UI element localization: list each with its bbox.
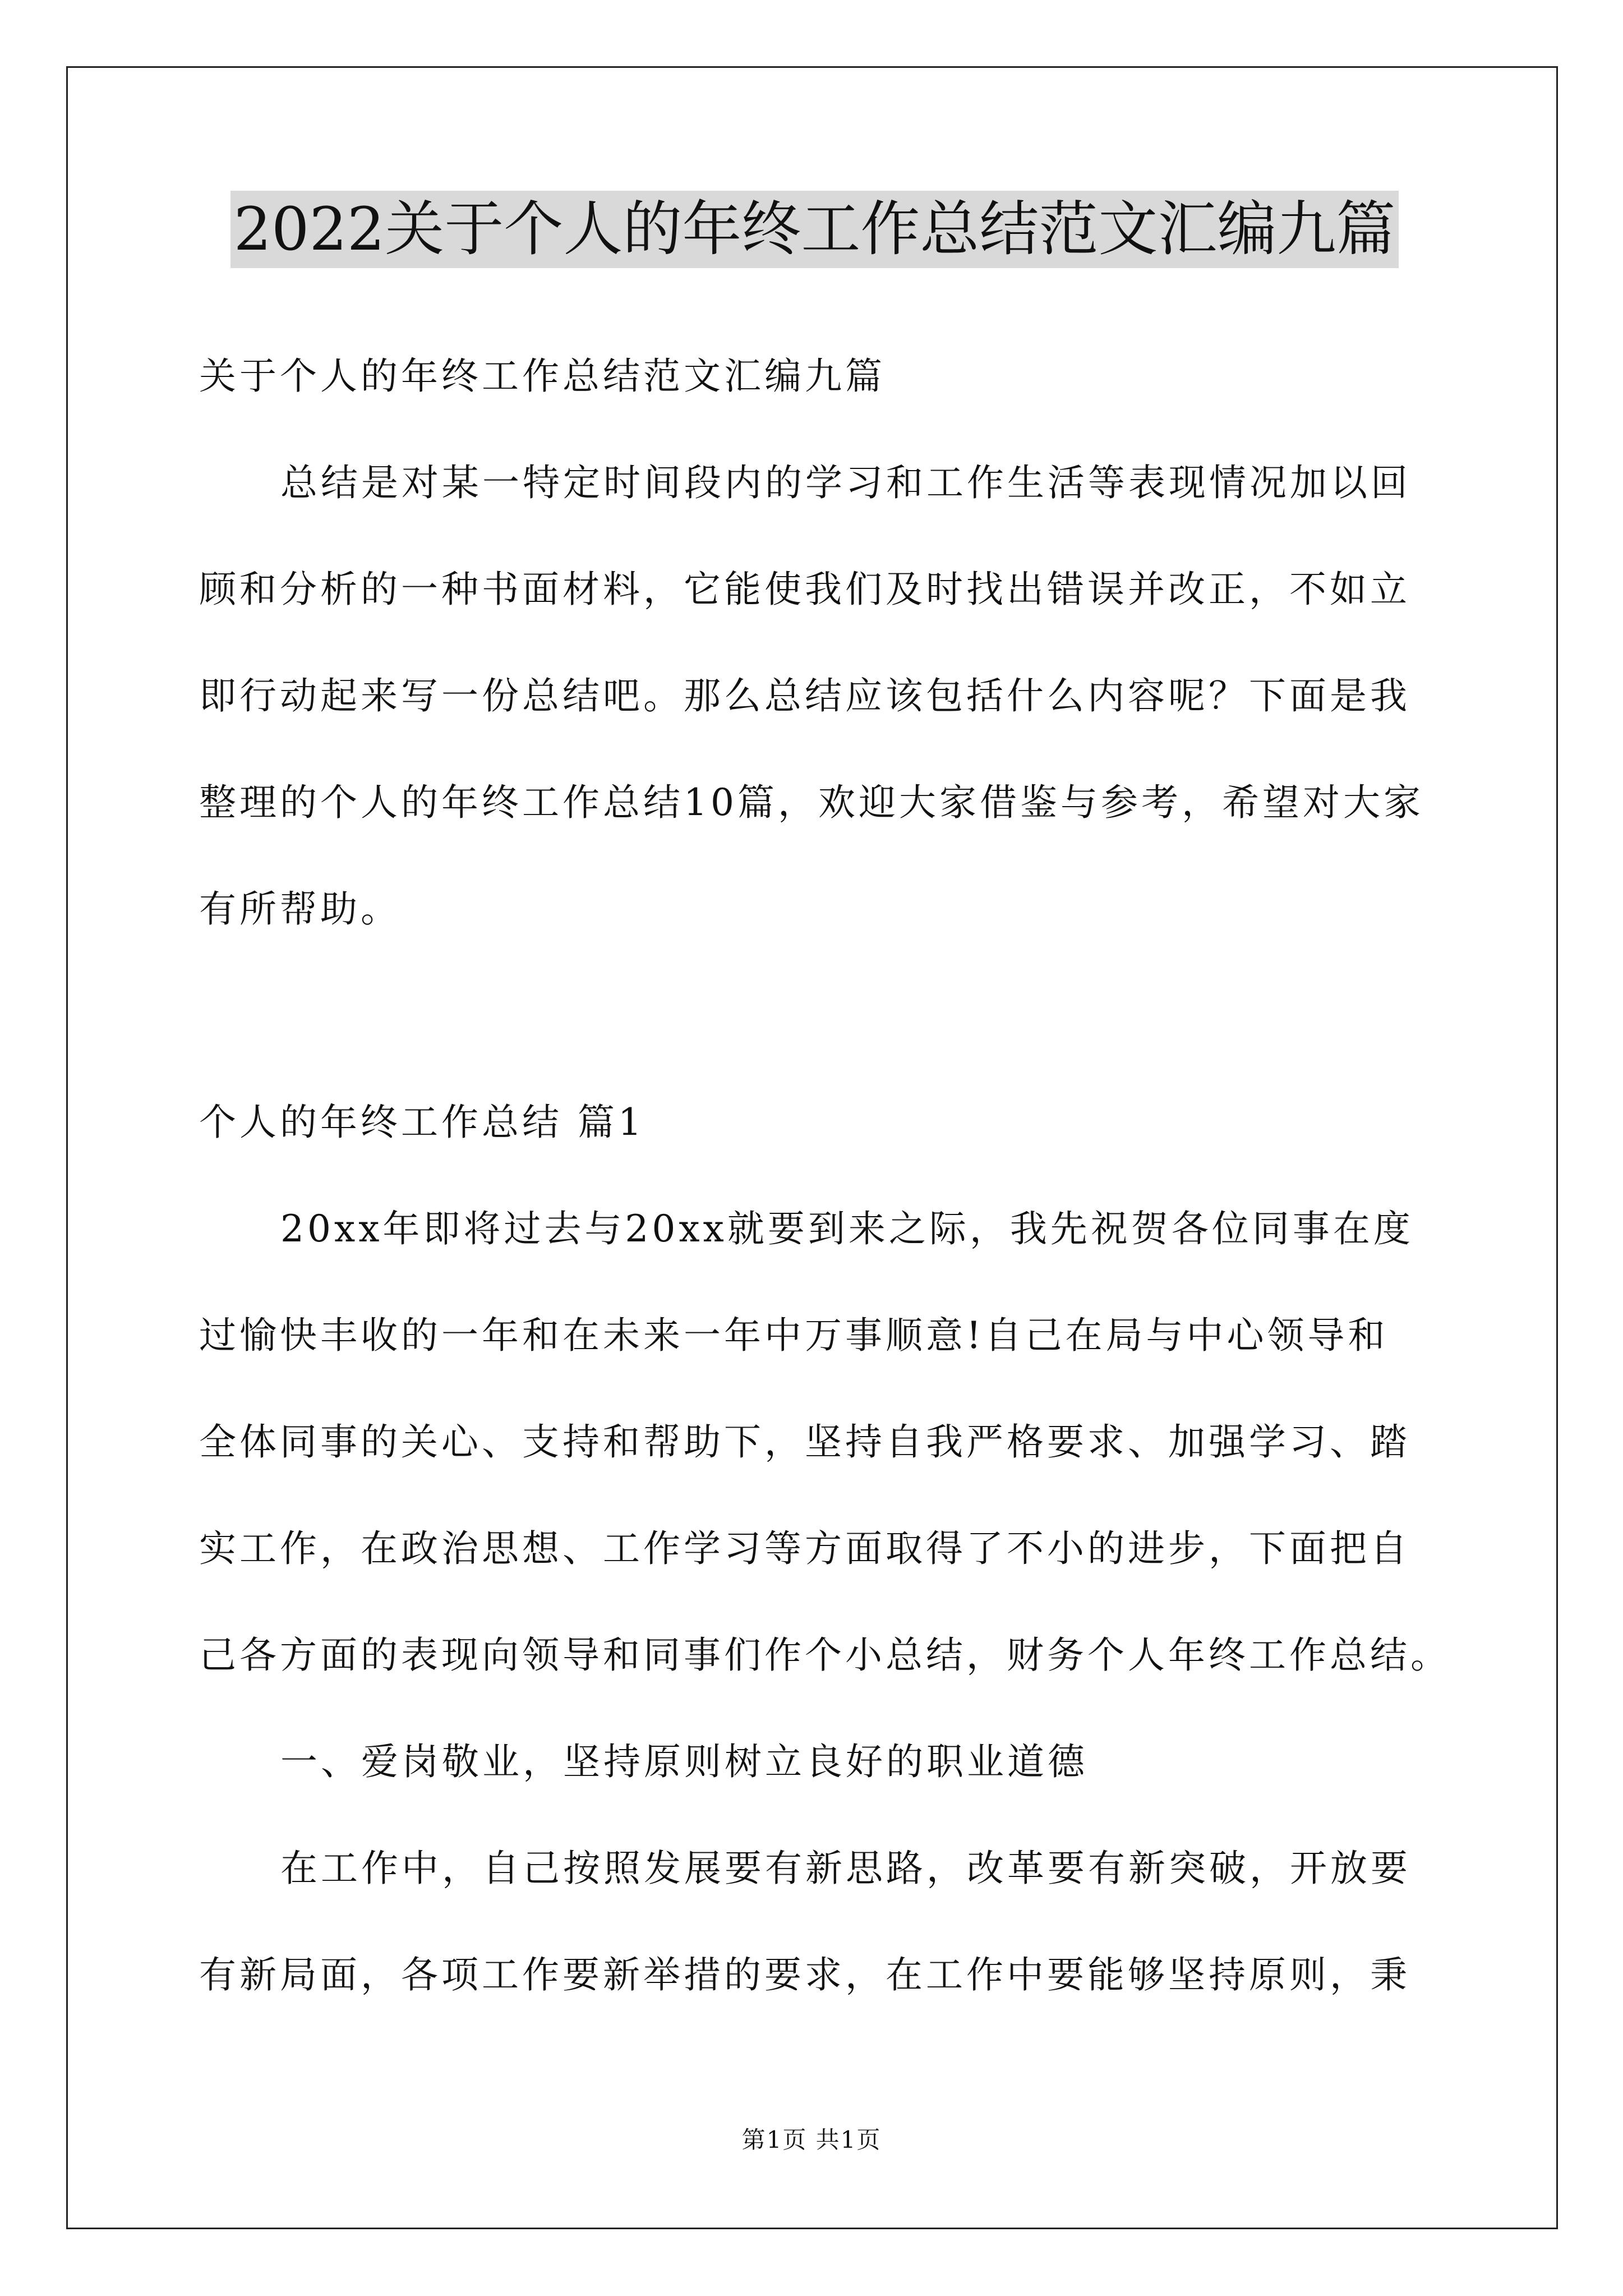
spacer	[199, 963, 1430, 1069]
paragraph-line: 有所帮助。	[199, 887, 401, 931]
paragraph-line: 实工作，在政治思想、工作学习等方面取得了不小的进步，下面把自	[199, 1527, 1410, 1570]
subheading: 一、爱岗敬业，坚持原则树立良好的职业道德	[280, 1740, 1088, 1783]
section-paragraph-1	[199, 1176, 1451, 1709]
paragraph-line: 总结是对某一特定时间段内的学习和工作生活等表现情况加以回	[280, 461, 1411, 504]
document-title: 2022关于个人的年终工作总结范文汇编九篇	[230, 191, 1399, 268]
paragraph-line: 顾和分析的一种书面材料，它能使我们及时找出错误并改正，不如立	[199, 568, 1410, 611]
document-subtitle: 关于个人的年终工作总结范文汇编九篇	[199, 355, 886, 398]
paragraph-line: 20xx年即将过去与20xx就要到来之际，我先祝贺各位同事在度	[280, 1207, 1414, 1250]
paragraph-line: 己各方面的表现向领导和同事们作个小总结，财务个人年终工作总结。	[199, 1634, 1451, 1677]
section-heading: 个人的年终工作总结 篇1	[199, 1101, 645, 1144]
paragraph-line: 过愉快丰收的一年和在未来一年中万事顺意!自己在局与中心领导和	[199, 1314, 1389, 1357]
title-block	[199, 191, 1430, 268]
page-footer: 第1页 共1页	[741, 2126, 882, 2154]
paragraph-line: 在工作中，自己按照发展要有新思路，改革要有新突破，开放要	[280, 1847, 1411, 1890]
paragraph-line: 整理的个人的年终工作总结10篇，欢迎大家借鉴与参考，希望对大家	[199, 781, 1424, 824]
paragraph-line: 即行动起来写一份总结吧。那么总结应该包括什么内容呢？下面是我	[199, 674, 1410, 717]
paragraph-line: 有新局面，各项工作要新举措的要求，在工作中要能够坚持原则，秉	[199, 1953, 1410, 1996]
document-body	[199, 191, 1451, 2028]
intro-paragraph	[199, 430, 1430, 963]
section-paragraph-2	[199, 1815, 1430, 2028]
paragraph-line: 全体同事的关心、支持和帮助下，坚持自我严格要求、加强学习、踏	[199, 1420, 1410, 1464]
